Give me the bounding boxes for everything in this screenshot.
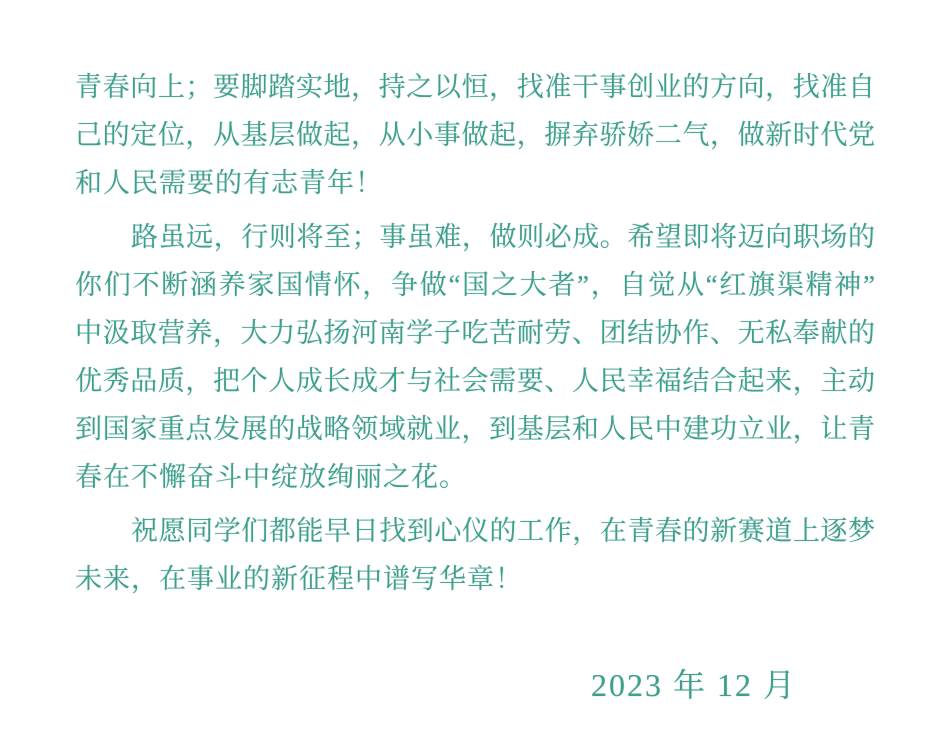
letter-line: 中汲取营养，大力弘扬河南学子吃苦耐劳、团结协作、无私奉献的 <box>75 318 875 348</box>
paragraph-1 <box>75 63 875 207</box>
letter-line: 春在不懈奋斗中绽放绚丽之花。 <box>75 462 467 492</box>
letter-line: 青春向上；要脚踏实地，持之以恒，找准干事创业的方向，找准自 <box>75 72 875 102</box>
letter-body <box>75 63 875 709</box>
letter-line: 你们不断涵养家国情怀，争做“国之大者”，自觉从“红旗渠精神” <box>75 270 875 300</box>
letter-line: 祝愿同学们都能早日找到心仪的工作，在青春的新赛道上逐梦 <box>131 516 875 546</box>
letter-line: 未来，在事业的新征程中谱写华章！ <box>75 564 523 594</box>
letter-line: 和人民需要的有志青年！ <box>75 168 383 198</box>
letter-line: 路虽远，行则将至；事虽难，做则必成。希望即将迈向职场的 <box>131 222 875 252</box>
letter-date: 2023 年 12 月 <box>590 667 797 703</box>
paragraph-3 <box>75 507 875 603</box>
letter-line: 到国家重点发展的战略领域就业，到基层和人民中建功立业，让青 <box>75 414 875 444</box>
letter-line: 己的定位，从基层做起，从小事做起，摒弃骄娇二气，做新时代党 <box>75 120 875 150</box>
letter-line: 优秀品质，把个人成长成才与社会需要、人民幸福结合起来，主动 <box>75 366 875 396</box>
paragraph-2 <box>75 213 875 501</box>
